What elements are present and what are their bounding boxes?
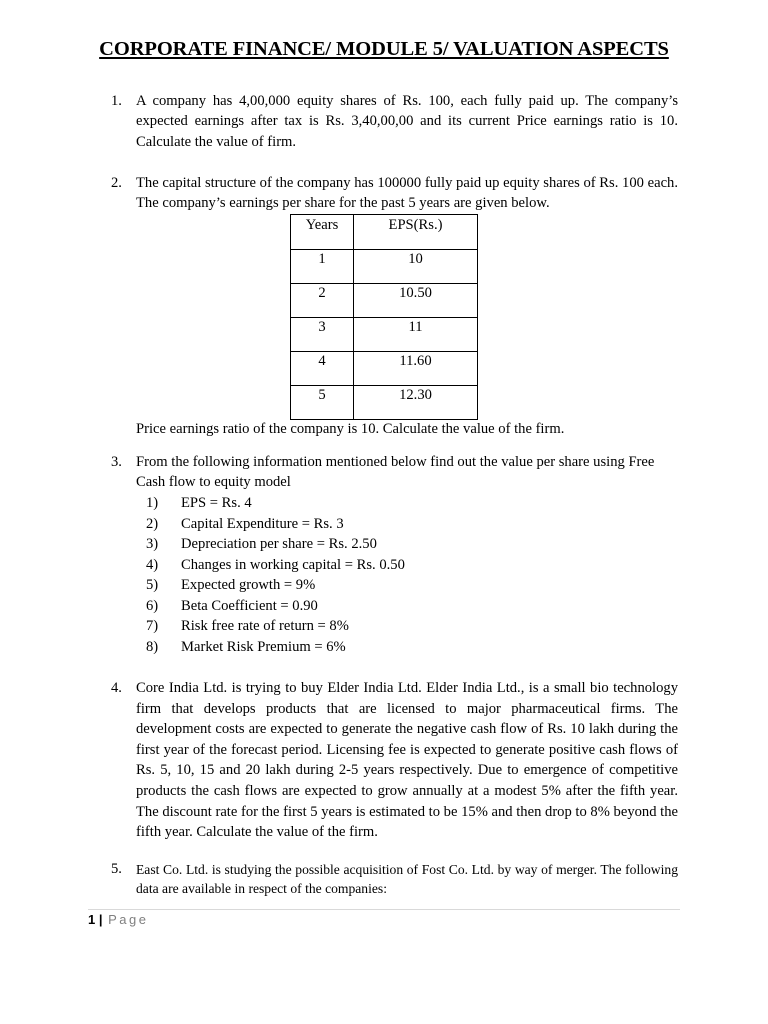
page-footer [88,912,149,927]
table-cell: 12.30 [354,386,478,420]
list-item-number: 7) [146,618,159,634]
table-cell: 3 [291,318,354,352]
footer-divider [88,909,680,910]
list-item-text: Risk free rate of return = 8% [181,618,349,634]
list-item-number: 1) [146,495,159,511]
question-2-followup: Price earnings ratio of the company is 10. Calculate the value of the firm. [136,421,565,437]
list-item-text: Capital Expenditure = Rs. 3 [181,515,344,532]
question-2 [111,173,678,214]
page-number: 1 [88,912,96,927]
document-title: CORPORATE FINANCE/ MODULE 5/ VALUATION ASPECTS [99,38,669,60]
list-item-number: 5) [146,577,159,593]
table-header-cell: EPS(Rs.) [354,215,478,250]
table-cell: 11 [354,318,478,352]
list-item-text: Changes in working capital = Rs. 0.50 [181,556,405,573]
table-header-row [291,215,478,250]
table-cell: 5 [291,386,354,420]
table-cell: 11.60 [354,352,478,386]
list-item-text: Depreciation per share = Rs. 2.50 [181,536,377,552]
table-cell: 10.50 [354,284,478,318]
list-item-text: Expected growth = 9% [181,577,316,593]
question-text: A company has 4,00,000 equity shares of Rs. 100, each fully paid up. The company’s expected earnings after tax is Rs. 3,40,00,00 and its current Price earnings ratio is 10. Calculate the value of firm. [136,93,678,150]
question-3 [111,452,681,493]
table-row [291,352,478,386]
table-header-cell: Years [291,215,354,250]
question-text: Core India Ltd. is trying to buy Elder India Ltd. Elder India Ltd., is a small bio technology firm that develops products that are licensed to major pharmaceutical firms. The development costs are expected to generate the negative cash flow of Rs. 10 lakh during the first year of the forecast period. Licensing fee is expected to generate positive cash flows of Rs. 5, 10, 15 and 20 lakh during 2-5 years respectively. Due to emergence of competitive products the cash flows are expected to grow annually at a modest 5% after the fifth year. The discount rate for the first 5 years is estimated to be 15% and then drop to 8% beyond the fifth year. Calculate the value of the firm. [136,680,678,841]
list-item-number: 6) [146,597,159,614]
question-number: 5. [111,861,122,877]
list-item-number: 2) [146,515,159,532]
list-item-number: 8) [146,638,159,655]
table-row [291,386,478,420]
table-cell: 10 [354,250,478,284]
table-row [291,250,478,284]
question-4 [111,678,678,843]
question-number: 2. [111,175,122,191]
page-label: Page [108,912,149,927]
question-number: 1. [111,93,122,109]
list-item-text: EPS = Rs. 4 [181,495,252,511]
eps-table [290,214,478,420]
table-cell: 2 [291,284,354,318]
list-item-text: Beta Coefficient = 0.90 [181,597,318,614]
list-item-number: 3) [146,536,159,552]
table-cell: 4 [291,352,354,386]
table-row [291,318,478,352]
table-row [291,284,478,318]
footer-separator: | [98,912,103,927]
question-text: The capital structure of the company has 100000 fully paid up equity shares of Rs. 100 each. The company’s earnings per share for the past 5 years are given below. [136,175,678,212]
table-cell: 1 [291,250,354,284]
question-text: East Co. Ltd. is studying the possible acquisition of Fost Co. Ltd. by way of merger. The following data are available in respect of the companies: [136,862,678,896]
question-number: 3. [111,454,122,470]
question-text: From the following information mentioned below find out the value per share using Free Cash flow to equity model [136,454,655,491]
list-item-text: Market Risk Premium = 6% [181,638,346,655]
list-item-number: 4) [146,556,159,573]
question-1 [111,91,678,152]
question-number: 4. [111,680,122,696]
question-5 [111,860,678,898]
